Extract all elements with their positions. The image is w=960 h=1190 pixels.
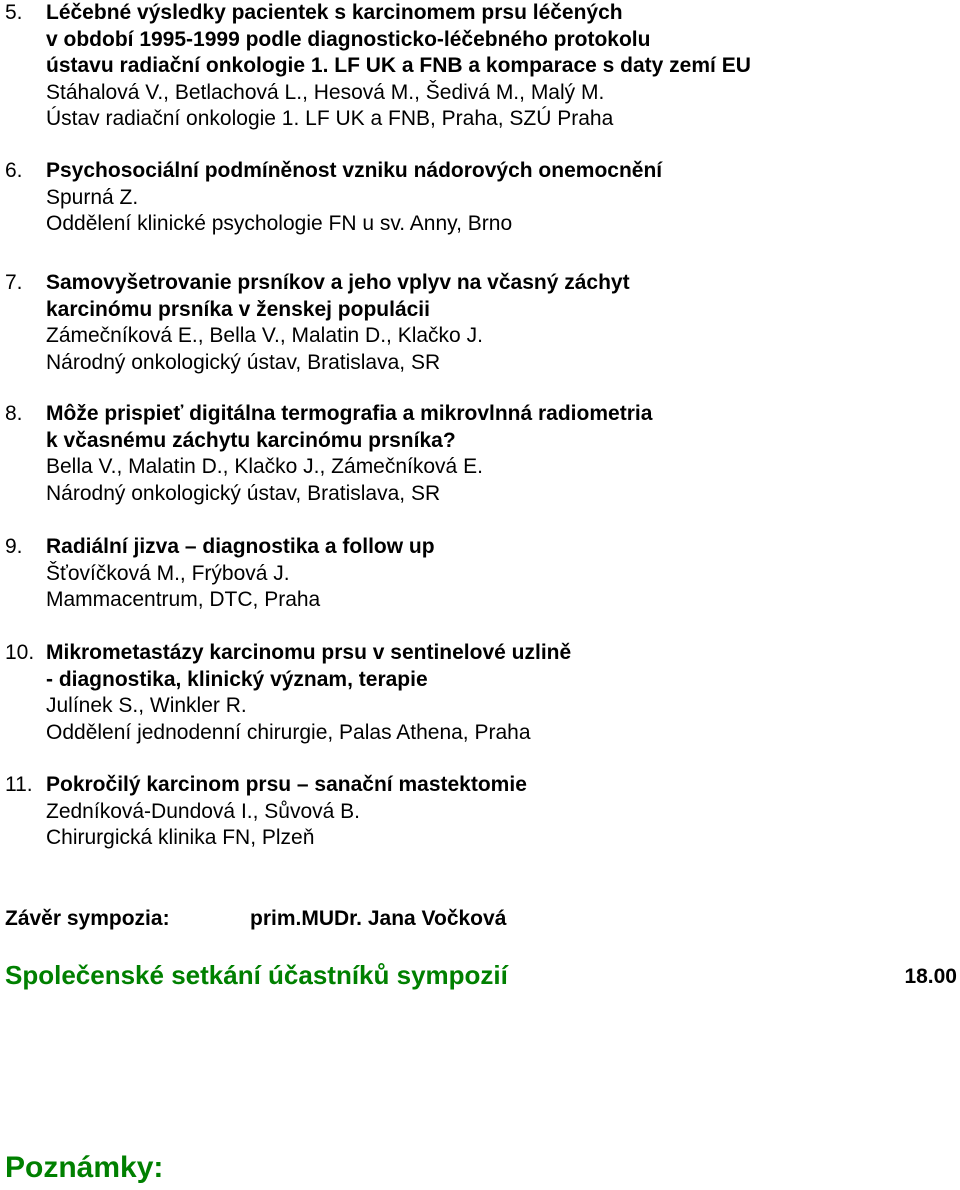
program-item-8 [0,401,940,507]
item-title-line: ústavu radiační onkologie 1. LF UK a FNB a komparace s daty zemí EU [46,54,751,77]
item-number: 9. [5,535,23,558]
program-item-10 [0,640,940,746]
item-title-line: Psychosociální podmíněnost vzniku nádorových onemocnění [46,159,663,182]
item-title-line: Pokročilý karcinom prsu – sanační mastektomie [46,773,527,796]
item-institution: Národný onkologický ústav, Bratislava, SR [46,481,441,505]
item-title-line: Môže prispieť digitálna termografia a mikrovlnná radiometria [46,402,653,425]
item-title-line: Samovyšetrovanie prsníkov a jeho vplyv na včasný záchyt [46,271,630,294]
item-authors: Spurná Z. [46,185,139,209]
item-title-line: - diagnostika, klinický význam, terapie [46,667,428,691]
item-institution: Ústav radiační onkologie 1. LF UK a FNB, Praha, SZÚ Praha [46,107,614,130]
program-item-7 [0,270,940,376]
program-item-9 [0,534,940,614]
program-item-6 [0,158,940,238]
item-authors: Julínek S., Winkler R. [46,694,247,717]
item-authors: Zámečníková E., Bella V., Malatin D., Klačko J. [46,324,483,347]
item-institution: Mammacentrum, DTC, Praha [46,588,321,611]
notes-heading: Poznámky: [5,1151,164,1184]
item-title-line: karcinómu prsníka v ženskej populácii [46,297,430,321]
item-number: 5. [5,1,23,24]
conclusion-speaker: prim.MUDr. Jana Vočková [250,907,507,930]
item-number: 10. [5,641,35,664]
item-title-line: v období 1995-1999 podle diagnosticko-léčebného protokolu [46,27,651,51]
item-authors: Stáhalová V., Betlachová L., Hesová M., Šedivá M., Malý M. [46,80,605,104]
program-item-5 [0,0,940,133]
item-number: 11. [5,773,33,796]
item-authors: Šťovíčková M., Frýbová J. [46,561,290,585]
item-title-line: Léčebné výsledky pacientek s karcinomem prsu léčených [46,1,623,24]
item-number: 7. [5,271,23,294]
item-number: 8. [5,402,23,425]
item-title-line: Radiální jizva – diagnostika a follow up [46,535,435,558]
program-item-11 [0,772,940,852]
item-institution: Oddělení klinické psychologie FN u sv. Anny, Brno [46,212,513,235]
social-event-time: 18.00 [904,965,957,988]
item-authors: Bella V., Malatin D., Klačko J., Zámečníková E. [46,455,483,478]
item-institution: Oddělení jednodenní chirurgie, Palas Athena, Praha [46,720,531,744]
item-number: 6. [5,159,23,182]
item-institution: Chirurgická klinika FN, Plzeň [46,826,315,849]
social-event-heading: Společenské setkání účastníků sympozií [5,960,508,990]
item-authors: Zedníková-Dundová I., Sůvová B. [46,799,361,823]
item-title-line: Mikrometastázy karcinomu prsu v sentinelové uzlině [46,641,572,664]
conclusion-label: Závěr sympozia: [5,907,170,930]
symposium-conclusion [5,906,507,932]
item-title-line: k včasnému záchytu karcinómu prsníka? [46,428,456,452]
item-institution: Národný onkologický ústav, Bratislava, SR [46,350,441,374]
